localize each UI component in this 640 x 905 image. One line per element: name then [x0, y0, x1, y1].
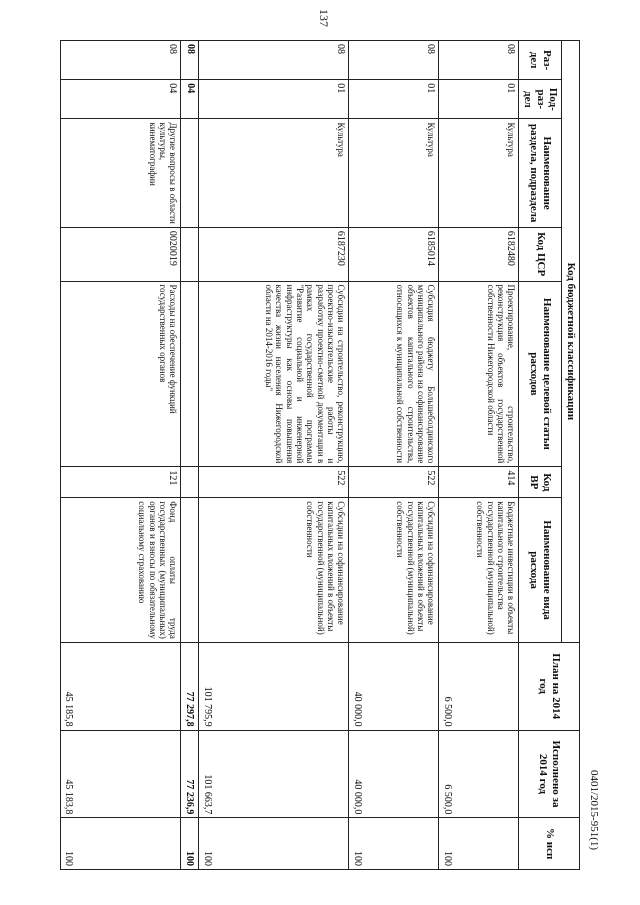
cell-razdel: 08	[61, 41, 181, 80]
cell-vr-name	[181, 498, 199, 643]
header-plan: План на 2014 год	[519, 642, 580, 730]
header-percent: % исп	[519, 818, 580, 870]
table-row	[349, 41, 439, 870]
cell-vr-name: Фонд оплаты труда государственных (муниципальных) органов и взносы по обязательному социальному страхованию	[61, 498, 181, 643]
cell-csr	[181, 227, 199, 281]
cell-percent: 100	[439, 818, 519, 870]
document-code: 0401/2015-951(1)	[588, 770, 600, 851]
cell-target: Проектирование, строительство, реконструкция объектов государственной собственности Нижегородской области	[439, 281, 519, 467]
cell-percent: 100	[61, 818, 181, 870]
table-row	[439, 41, 519, 870]
cell-vr: 121	[61, 467, 181, 498]
cell-plan: 45 185,8	[61, 642, 181, 730]
cell-csr: 6185014	[349, 227, 439, 281]
budget-classification-table	[60, 40, 580, 870]
header-target-name: Наименование целевой статьи расходов	[519, 281, 562, 467]
cell-podrazdel: 01	[439, 80, 519, 119]
cell-done: 45 183,8	[61, 730, 181, 818]
cell-vr-name: Бюджетные инвестиции в объекты капитального строительства государственной (муниципальной) собственности	[439, 498, 519, 643]
cell-vr: 414	[439, 467, 519, 498]
cell-done: 101 663,7	[199, 730, 349, 818]
cell-plan: 77 297,8	[181, 642, 199, 730]
header-podrazdel: Под-раз-дел	[519, 80, 562, 119]
cell-plan: 40 000,0	[349, 642, 439, 730]
cell-razdel: 08	[181, 41, 199, 80]
cell-done: 77 236,9	[181, 730, 199, 818]
cell-podrazdel: 01	[349, 80, 439, 119]
cell-target: Расходы на обеспечение функций государственных органов	[61, 281, 181, 467]
cell-csr: 0020019	[61, 227, 181, 281]
header-vr-name: Наименование вида расхода	[519, 498, 562, 643]
header-kod-csr: Код ЦСР	[519, 227, 562, 281]
cell-plan: 101 795,9	[199, 642, 349, 730]
cell-vr	[181, 467, 199, 498]
table-row-subtotal	[181, 41, 199, 870]
cell-percent: 100	[349, 818, 439, 870]
budget-table-wrapper	[60, 40, 580, 870]
header-done: Исполнено за 2014 год	[519, 730, 580, 818]
cell-podrazdel: 04	[181, 80, 199, 119]
cell-vr: 522	[349, 467, 439, 498]
cell-podrazdel: 04	[61, 80, 181, 119]
header-section-name: Наименование раздела, подраздела	[519, 119, 562, 227]
cell-section: Культура	[349, 119, 439, 227]
cell-vr: 522	[199, 467, 349, 498]
cell-vr-name: Субсидии на софинансирование капитальных вложений в объекты государственной (муниципальной) собственности	[199, 498, 349, 643]
cell-razdel: 08	[439, 41, 519, 80]
page-number: 137	[317, 9, 331, 27]
cell-podrazdel: 01	[199, 80, 349, 119]
cell-section: Культура	[199, 119, 349, 227]
cell-vr-name: Субсидии на софинансирование капитальных вложений в объекты государственной (муниципальной) собственности	[349, 498, 439, 643]
cell-csr: 6187230	[199, 227, 349, 281]
cell-section: Другие вопросы в области культуры, кинематографии	[61, 119, 181, 227]
cell-done: 6 500,0	[439, 730, 519, 818]
cell-razdel: 08	[199, 41, 349, 80]
cell-plan: 6 500,0	[439, 642, 519, 730]
cell-target	[181, 281, 199, 467]
header-razdel: Раз-дел	[519, 41, 562, 80]
cell-target: Субсидии на строительство, реконструкцию, проектно-изыскательские работы и разработку проектно-сметной документации в рамках государственной программы "Развитие социальной и инженерной инфраструктуры как основы повышения качества жизни населения Нижегородской области на 2014-2016 годы"	[199, 281, 349, 467]
table-row	[199, 41, 349, 870]
rotated-table-container	[60, 40, 580, 870]
group-header: Код бюджетной классификации	[562, 41, 580, 643]
table-row	[61, 41, 181, 870]
cell-section: Культура	[439, 119, 519, 227]
cell-csr: 6182480	[439, 227, 519, 281]
cell-target: Субсидия бюджету Большеболдинского муниципального района на софинансирование объектов капитального строительства, относящихся к муниципальной собственности	[349, 281, 439, 467]
cell-percent: 100	[181, 818, 199, 870]
cell-done: 40 000,0	[349, 730, 439, 818]
cell-razdel: 08	[349, 41, 439, 80]
cell-section	[181, 119, 199, 227]
cell-percent: 100	[199, 818, 349, 870]
header-kod-vr: Код ВР	[519, 467, 562, 498]
